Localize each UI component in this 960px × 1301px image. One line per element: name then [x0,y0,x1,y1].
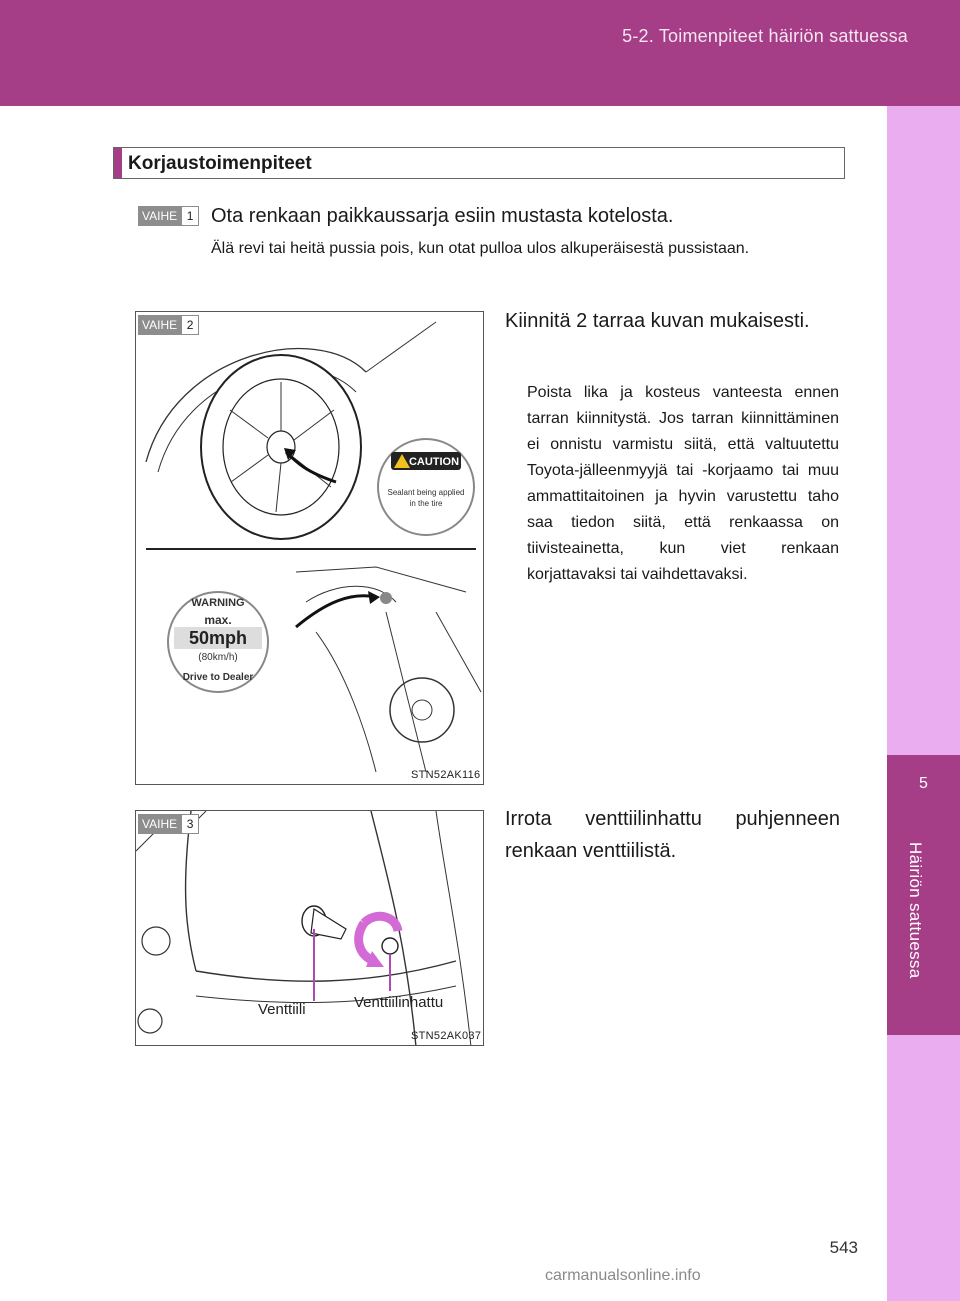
step-3-number: 3 [181,814,199,834]
section-title: Korjaustoimenpiteet [128,153,312,174]
side-tab [887,106,960,1301]
step-2-note: Poista lika ja kosteus vanteesta ennen tarran kiinnitystä. Jos tarran kiinnittäminen ei onnistu varmistu siitä, että valtuutettu Toyota-jälleenmyyjä tai -korjaamo tai muu ammattitaitoinen ja hyvin varustettu taho saa tiedon siitä, että renkaassa on tiivisteainetta, kun viet renkaan korjattavaksi tai vaihdettavaksi. [527,384,839,583]
step-1-badge [138,206,199,226]
step-1-label: VAIHE [138,206,181,226]
step-1-note: Älä revi tai heitä pussia pois, kun otat pulloa ulos alkuperäisestä pussistaan. [211,240,750,257]
chapter-title: 5-2. Toimenpiteet häiriön sattuessa [622,26,908,46]
step-2-figure [135,311,484,785]
figure-code: STN52AK037 [411,1030,482,1042]
step-3-badge [138,814,199,834]
step-2-badge [138,315,199,335]
side-tab-label: Häiriön sattuessa [906,842,925,979]
page-number: 543 [829,1238,858,1257]
step-2-label: VAIHE [138,315,181,335]
section-header [113,147,845,179]
section-stripe [114,148,122,178]
step-2-text: Kiinnitä 2 tarraa kuvan mukaisesti. [505,310,810,332]
caution-line-1: Sealant being applied [387,488,465,497]
caution-title: CAUTION [408,456,460,468]
figure-code: STN52AK116 [411,769,481,781]
caution-line-2: in the tire [409,499,443,508]
callout-valve: Venttiili [258,1001,306,1018]
step-1-text: Ota renkaan paikkaussarja esiin mustasta kotelosta. [211,205,674,227]
step-3-label: VAIHE [138,814,181,834]
warning-kmh: (80km/h) [198,652,238,663]
step-2-number: 2 [181,315,199,335]
warning-bottom: Drive to Dealer [182,672,254,683]
callout-valve-cap: Venttiilinhattu [354,994,444,1011]
step-1-number: 1 [181,206,199,226]
step-3-figure [135,810,484,1046]
tire-sticker-illustration [136,312,484,785]
step-3-text: Irrota venttiilinhattu puhjenneen renkaan venttiilistä. [505,808,840,862]
header-band [0,0,960,106]
warning-max: max. [204,613,232,627]
watermark[interactable]: carmanualsonline.info [545,1267,701,1284]
warning-top: WARNING [191,597,245,609]
warning-speed: 50mph [188,628,248,648]
side-tab-number: 5 [919,775,928,792]
